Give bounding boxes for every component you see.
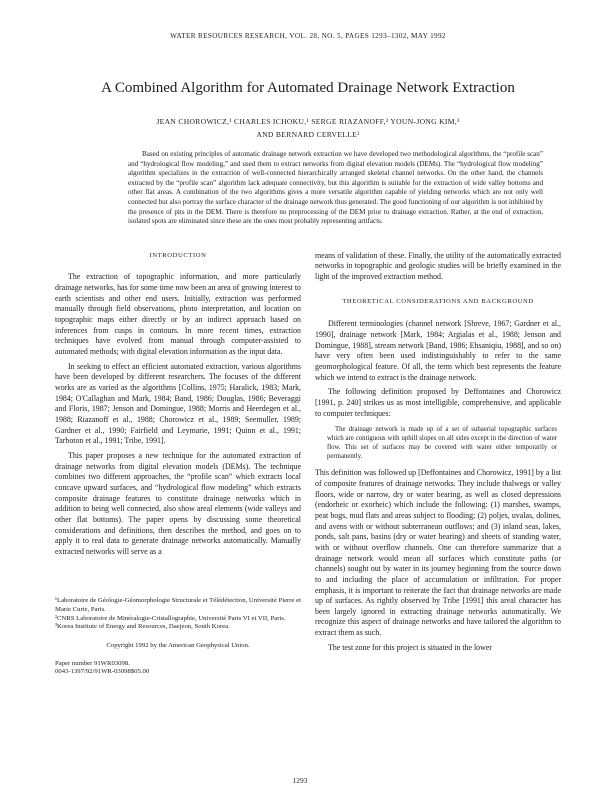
copyright-notice: Copyright 1992 by the American Geophysical Union. [106, 641, 250, 649]
section-heading-theory: THEORETICAL CONSIDERATIONS AND BACKGROUND [342, 297, 534, 305]
page-number: 1293 [292, 776, 308, 785]
running-head: WATER RESOURCES RESEARCH, VOL. 28, NO. 5, PAGES 1293–1302, MAY 1992 [170, 32, 446, 40]
paper-number-block [55, 660, 301, 677]
article-code: 0043-1397/92/91WR-03098$05.00 [55, 668, 150, 676]
article-title: A Combined Algorithm for Automated Drainage Network Extraction [101, 80, 515, 96]
intro-paragraph-3: This paper proposes a new technique for the automated extraction of drainage networks from digital elevation models (DEMs). The technique combines two different approaches, the “profile scan” which extracts local concave upward surfaces, and “hydrological flow modeling” which extracts composite drainage features to constitute drainage networks which in addition to being well connected, also show areal elements (wide valleys and other flat bottoms). The paper opens by discussing some theoretical considerations and definitions, then describes the method, and goes on to apply it to real data to generate drainage networks automatically. Manually extracted networks will serve as a [55, 450, 301, 556]
author-line-2: AND BERNARD CERVELLE² [256, 130, 360, 139]
theory-paragraph-3: This definition was followed up [Deffontaines and Chorowicz, 1991] by a list of composite features of drainage networks. They include thalwegs or valley floors, wide or narrow, dry or water bearing, as well as closed depressions (endorheic or exorheic) which include the following: (1) marshes, swamps, peat bogs, mud flats and areas subject to flooding; (2) poljes, uvalas, dolines, and avens with or without subterranean outflows; and (3) inland seas, lakes, ponds, salt pans, basins (dry or water bearing) and sheets of standing water, with or without overflow channels. One can therefore summarize that a drainage network would mean all surfaces which constitute paths (or channels) sought out by water in its journey beginning from the source down to and including the place of accumulation or infiltration. For proper emphasis, it is important to reiterate the fact that drainage networks are made up of surfaces. As rightly observed by Tribe [1991] this areal character has been largely ignored in extracting drainage networks automatically. We recognize this aspect of drainage networks and have tailored the algorithm to extract them as such. [315, 468, 561, 638]
footnote-1: ¹Laboratoire de Géologie-Géomorphologie Structurale et Télédétection, Université Pierre et Marie Curie, Paris. [55, 597, 301, 614]
footnote-2: ²CNRS Laboratoire de Minéralogie-Cristallographie, Université Paris VI et VII, Paris. [55, 614, 286, 622]
body-columns [55, 251, 561, 677]
theory-paragraph-4: The test zone for this project is situated in the lower [328, 642, 492, 652]
theory-paragraph-2: The following definition proposed by Deffontaines and Chorowicz [1991, p. 240] strikes us as most intelligible, comprehensive, and applicable to computer techniques: [315, 387, 561, 418]
abstract [128, 150, 543, 227]
left-column [55, 251, 301, 677]
theory-paragraph-1: Different terminologies (channel network [Shreve, 1967; Gardner et al., 1990], drainage network [Mark, 1984; Argialas et al., 1988; Jenson and Domingue, 1988], stream network [Band, 1986; Ehsaniqiu, 1988], and so on) have very often been used indistinguishably to refer to the same geomorphological feature. Of all, the term which best represents the feature which we intend to extract is the drainage network. [315, 319, 561, 382]
intro-paragraph-1: The extraction of topographic information, and more particularly drainage networks, has for some time now been an area of growing interest to earth scientists and other end users. Initially, extraction was performed manually through field observations, photo interpretation, and location on topographic maps either directly or by an indirect approach based on inferences from cusps in contours. In more recent times, extraction techniques have evolved from manual through computer-assisted to automated methods; with digital elevation information as the input data. [55, 272, 301, 356]
footnote-3: ³Korea Institute of Energy and Resources, Daejeon, South Korea. [55, 623, 230, 631]
intro-paragraph-2: In seeking to effect an efficient automated extraction, various algorithms have been developed by different researchers. The focuses of the different works are as varied as the algorithms [Collins, 1975; Haralick, 1983; Mark, 1984; O'Callaghan and Mark, 1984; Band, 1986; Douglas, 1986; Beveraggi and Floris, 1987; Jenson and Domingue, 1988; Morris and Heerdegen et al., 1988; Riazanoff et al., 1988; Chorowicz et al., 1989; Seemuller, 1989; Gardner et al., 1990; Fairfield and Leymarie, 1991; Quinn et al., 1991; Tarboton et al., 1991; Tribe, 1991]. [55, 361, 301, 446]
definition-quote: The drainage network is made up of a set of subaerial topographic surfaces which are contiguous with uphill slopes on all sides except in the direction of water flow. This set of surfaces may be covered with water either temporarily or permanently. [327, 426, 557, 461]
intro-continuation: means of validation of these. Finally, the utility of the automatically extracted networks in topographic and geologic studies will be briefly examined in the light of the improved extraction method. [315, 250, 561, 282]
right-column [315, 251, 561, 677]
author-line-1: JEAN CHOROWICZ,¹ CHARLES ICHOKU,¹ SERGE RIAZANOFF,² YOUN-JONG KIM,³ [156, 117, 460, 126]
section-heading-introduction: INTRODUCTION [149, 251, 207, 259]
author-list [55, 115, 561, 141]
paper-number: Paper number 91WR03098. [55, 659, 130, 667]
abstract-text: Based on existing principles of automatic drainage network extraction we have developed two methodological algorithms, the “profile scan” and “hydrological flow modeling,” and used them to extract networks from digital elevation models (DEMs). The “hydrological flow modeling” algorithm specializes in the extraction of well-connected hierarchically arranged skeletal channel networks. On the other hand, the channels extracted by the “profile scan” algorithm lack adequate connectivity, but this algorithm is suitable for the extraction of wide valley bottoms and other flat areas. A combination of the two algorithms gives a more versatile algorithm capable of yielding networks which are not only well connected but also portray the surface character of the drainage network thus generated. The good functioning of our algorithm is not inhibited by the presence of pits in the DEM. There is therefore no preprocessing of the DEM prior to drainage extraction. Rather, at the end of extraction, isolated spots are eliminated since these are the ones most probably representing artifacts. [128, 150, 543, 226]
affiliation-footnotes [55, 597, 301, 631]
